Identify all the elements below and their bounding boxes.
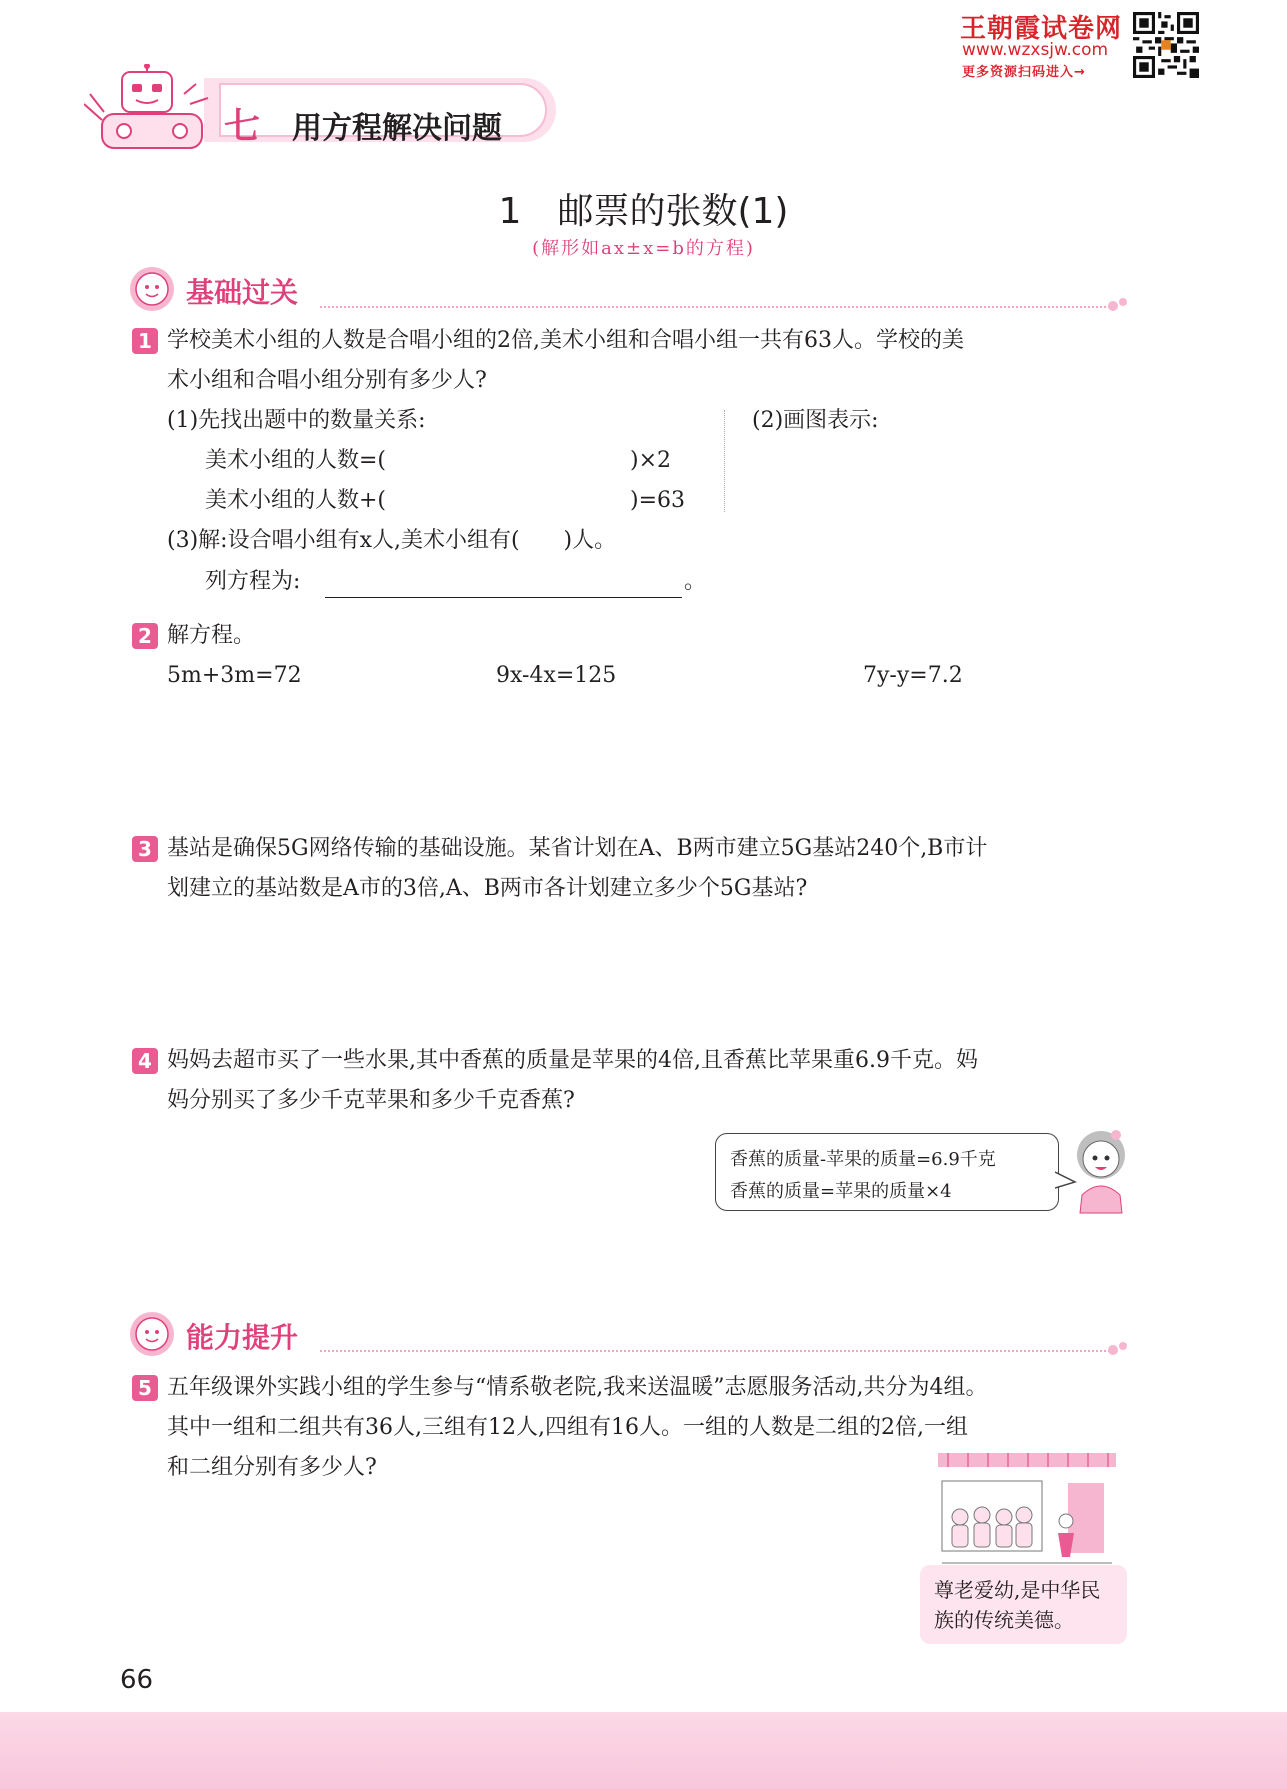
problem-text: 解方程。 <box>167 623 256 648</box>
tip-text: 族的传统美德。 <box>934 1608 1074 1632</box>
step-label: (1)先找出题中的数量关系: <box>167 408 426 433</box>
problem-text: 妈妈去超市买了一些水果,其中香蕉的质量是苹果的4倍,且香蕉比苹果重6.9千克。妈 <box>167 1048 978 1073</box>
problem-text: 和二组分别有多少人? <box>167 1455 377 1480</box>
section-divider <box>320 306 1110 308</box>
problem-number: 4 <box>132 1048 158 1074</box>
problem-text: 其中一组和二组共有36人,三组有12人,四组有16人。一组的人数是二组的2倍,一组 <box>167 1415 968 1440</box>
relation-left: 美术小组的人数=( <box>205 448 387 473</box>
section-badge-icon <box>128 265 176 313</box>
equation-label: 列方程为: <box>205 569 301 594</box>
problem-number: 5 <box>132 1375 158 1401</box>
problem-text: 划建立的基站数是A市的3倍,A、B两市各计划建立多少个5G基站? <box>167 876 808 901</box>
footer-band <box>0 1712 1287 1789</box>
section-title-basic: 基础过关 <box>186 276 299 309</box>
working-area[interactable] <box>167 700 1107 820</box>
problem-number: 1 <box>132 328 158 354</box>
step-label: (3)解:设合唱小组有x人,美术小组有( )人。 <box>167 528 617 553</box>
dots-decoration-icon <box>1106 1338 1130 1358</box>
brand-name: 王朝霞试卷网 <box>960 14 1123 44</box>
problem-number: 3 <box>132 836 158 862</box>
section-divider <box>320 1350 1110 1352</box>
equation-answer-line[interactable] <box>325 597 682 598</box>
problem-text: 术小组和合唱小组分别有多少人? <box>167 368 487 393</box>
column-divider <box>724 410 725 512</box>
relation-right: )×2 <box>630 448 672 473</box>
answer-blank[interactable] <box>425 441 625 481</box>
drawing-area[interactable] <box>752 445 1112 515</box>
brand-tagline: 更多资源扫码进入→ <box>962 65 1086 80</box>
working-area[interactable] <box>167 915 1107 1035</box>
equation: 9x-4x=125 <box>496 663 617 688</box>
chapter-title: 用方程解决问题 <box>292 111 502 146</box>
hint-text: 香蕉的质量-苹果的质量=6.9千克 <box>730 1149 996 1170</box>
dots-decoration-icon <box>1106 294 1130 314</box>
problem-text: 五年级课外实践小组的学生参与“情系敬老院,我来送温暖”志愿服务活动,共分为4组。 <box>167 1375 988 1400</box>
section-badge-icon <box>128 1310 176 1358</box>
nursing-home-illustration-icon <box>938 1453 1116 1571</box>
equation: 5m+3m=72 <box>167 663 302 688</box>
answer-blank[interactable] <box>425 481 625 521</box>
qr-code-icon[interactable] <box>1133 12 1199 78</box>
chapter-number: 七 <box>224 106 261 147</box>
lesson-title: 1 邮票的张数(1) <box>498 191 789 232</box>
lesson-subtitle: (解形如ax±x=b的方程) <box>532 238 755 259</box>
girl-illustration-icon <box>1070 1125 1132 1215</box>
page-number: 66 <box>120 1665 154 1695</box>
problem-text: 基站是确保5G网络传输的基础设施。某省计划在A、B两市建立5G基站240个,B市计 <box>167 836 988 861</box>
relation-right: )=63 <box>630 488 686 513</box>
problem-number: 2 <box>132 623 158 649</box>
step-label: (2)画图表示: <box>752 408 879 433</box>
tip-text: 尊老爱幼,是中华民 <box>934 1578 1101 1602</box>
problem-text: 妈分别买了多少千克苹果和多少千克香蕉? <box>167 1088 575 1113</box>
brand-url[interactable]: www.wzxsjw.com <box>962 40 1109 60</box>
robot-mascot-icon <box>84 64 208 148</box>
equation-end: 。 <box>684 569 707 594</box>
problem-text: 学校美术小组的人数是合唱小组的2倍,美术小组和合唱小组一共有63人。学校的美 <box>167 328 964 353</box>
relation-left: 美术小组的人数+( <box>205 488 387 513</box>
section-title-advanced: 能力提升 <box>186 1321 299 1354</box>
hint-text: 香蕉的质量=苹果的质量×4 <box>730 1181 952 1202</box>
equation: 7y-y=7.2 <box>863 663 963 688</box>
